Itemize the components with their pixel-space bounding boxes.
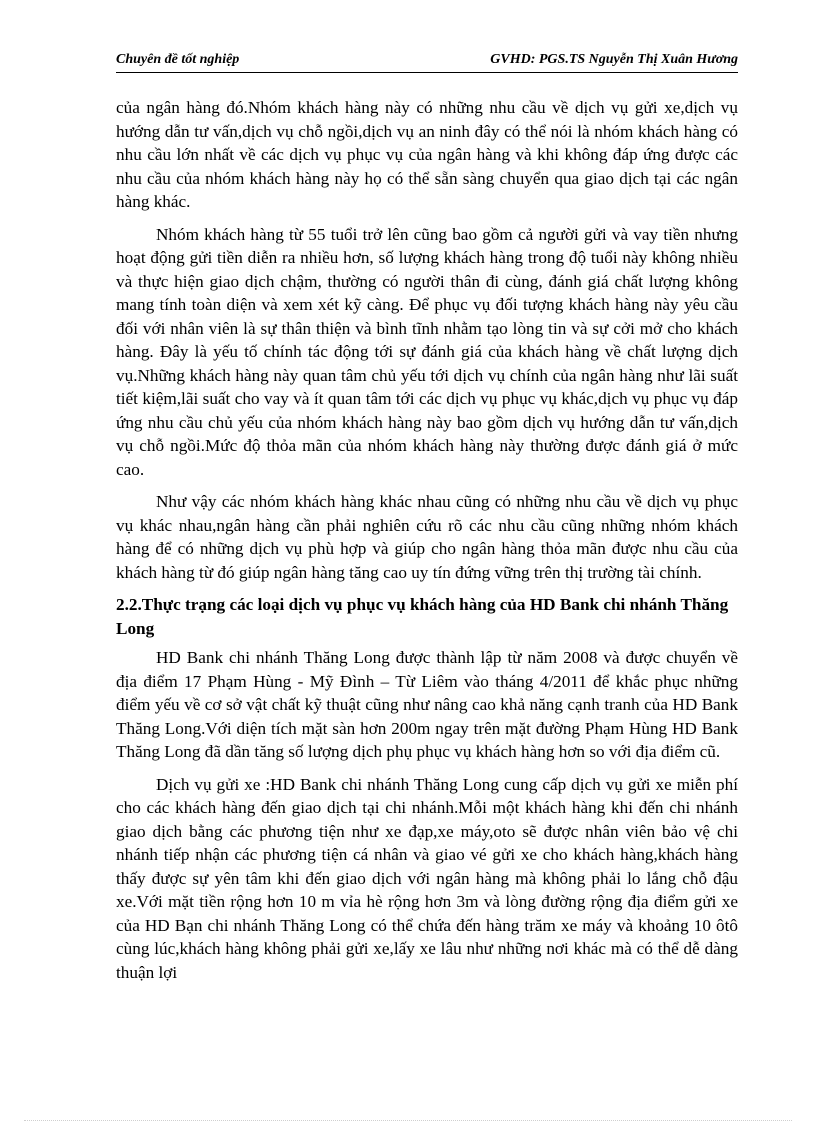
page-header (116, 50, 738, 73)
paragraph-branch-intro: HD Bank chi nhánh Thăng Long được thành lập từ năm 2008 và được chuyển về địa điểm 17 Phạm Hùng - Mỹ Đình – Từ Liêm vào tháng 4/2011 để khắc phục những điểm yếu về cơ sở vật chất kỹ thuật cũng như nâng cao khả năng cạnh tranh của HD Bank Thăng Long.Với diện tích mặt sàn hơn 200m ngay trên mặt đường Phạm Hùng HD Bank Thăng Long đã dần tăng số lượng dịch phụ phục vụ khách hàng hơn so với địa điểm cũ. (116, 648, 738, 761)
header-document-type: Chuyên đề tốt nghiệp (116, 52, 240, 67)
paragraph-conclusion: Như vậy các nhóm khách hàng khác nhau cũng có những nhu cầu về dịch vụ phục vụ khác nhau,ngân hàng cần phải nghiên cứu rõ các nhu cầu cũng những nhóm khách hàng để có những dịch vụ phù hợp và giúp cho ngân hàng thỏa mãn được nhu cầu của khách hàng từ đó giúp ngân hàng tăng cao uy tín đứng vững trên thị trường tài chính. (116, 492, 738, 582)
paragraph-elderly-customers: Nhóm khách hàng từ 55 tuổi trở lên cũng bao gồm cả người gửi và vay tiền nhưng hoạt động gửi tiền diễn ra nhiều hơn, số lượng khách hàng trong độ tuổi này không nhiều và thực hiện giao dịch chậm, thường có người thân đi cùng, đánh giá chất lượng không mang tính toàn diện và xem xét kỹ càng. Để phục vụ đối tượng khách hàng này yêu cầu đối với nhân viên là sự thân thiện và bình tĩnh nhằm tạo lòng tin và sự cởi mở cho khách hàng. Đây là yếu tố chính tác động tới sự đánh giá của khách hàng về chất lượng dịch vụ.Những khách hàng này quan tâm chủ yếu tới dịch vụ chính của ngân hàng như lãi suất tiết kiệm,lãi suất cho vay và ít quan tâm tới các dịch vụ phục vụ khác,dịch vụ phục vụ đáp ứng nhu cầu chủ yếu của nhóm khách hàng này bao gồm dịch vụ hướng dẫn tư vấn,dịch vụ chỗ ngồi.Mức độ thỏa mãn của nhóm khách hàng này thường được đánh giá ở mức cao. (116, 224, 738, 479)
header-supervisor: GVHD: PGS.TS Nguyễn Thị Xuân Hương (490, 52, 738, 67)
page-body (116, 96, 738, 993)
section-heading: 2.2.Thực trạng các loại dịch vụ phục vụ khách hàng của HD Bank chi nhánh Thăng Long (116, 595, 729, 638)
page-bottom-divider (24, 1120, 792, 1121)
paragraph-continuation: của ngân hàng đó.Nhóm khách hàng này có những nhu cầu về dịch vụ gửi xe,dịch vụ hướng dẫn tư vấn,dịch vụ chỗ ngồi,dịch vụ an ninh đây có thể nói là nhóm khách hàng có nhu cầu lớn nhất về các dịch vụ phục vụ của ngân hàng và khi không đáp ứng được các nhu cầu của nhóm khách hàng này họ có thể sẵn sàng chuyển qua giao dịch tại các ngân hàng khác. (116, 98, 738, 211)
paragraph-parking-service: Dịch vụ gửi xe :HD Bank chi nhánh Thăng Long cung cấp dịch vụ gửi xe miễn phí cho các khách hàng đến giao dịch tại chi nhánh.Mỗi một khách hàng khi đến chi nhánh giao dịch bằng các phương tiện như xe đạp,xe máy,oto sẽ được nhân viên bảo vệ chi nhánh tiếp nhận các phương tiện cá nhân và giao vé gửi xe cho khách hàng,khách hàng thấy được sự yên tâm khi đến giao dịch với ngân hàng mà không phải lo lắng chỗ đậu xe.Với mặt tiền rộng hơn 10 m vỉa hè rộng hơn 3m và lòng đường rộng địa điểm gửi xe của HD Bạn chi nhánh Thăng Long có thể chứa đến hàng trăm xe máy và khoảng 10 ôtô cùng lúc,khách hàng không phải gửi xe,lấy xe lâu như những nơi khác mà có thể dễ dàng thuận lợi (116, 774, 738, 982)
